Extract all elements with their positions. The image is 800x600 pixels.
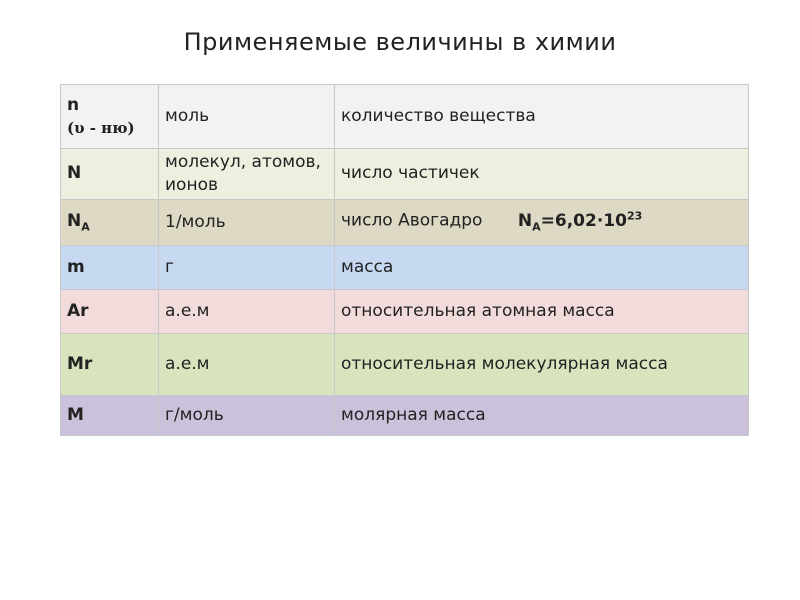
table-row [61,333,749,395]
symbol-cell: Mr [61,333,159,395]
page-title: Применяемые величины в химии [183,28,617,56]
description-cell: относительная атомная масса [335,289,749,333]
formula-exponent: 23 [626,209,643,223]
symbol-note: (υ - ню) [67,118,135,137]
symbol-cell: N [61,149,159,200]
description-cell [335,199,749,245]
description-cell: количество вещества [335,85,749,149]
quantities-table [60,84,749,436]
symbol-cell [61,85,159,149]
formula-subscript: A [532,220,541,234]
table-row [61,289,749,333]
description-cell: молярная масса [335,395,749,435]
unit-cell: г [159,245,335,289]
avogadro-formula [517,209,643,234]
symbol-cell: m [61,245,159,289]
symbol-text: n [67,94,80,115]
symbol-cell: Ar [61,289,159,333]
symbol-cell [61,199,159,245]
unit-cell: а.е.м [159,289,335,333]
table-row [61,85,749,149]
table-row [61,395,749,435]
unit-cell: г/моль [159,395,335,435]
description-text: число Авогадро [341,211,483,232]
symbol-main: N [67,210,82,231]
formula-value: =6,02·10 [540,211,627,232]
formula-symbol: N [517,211,533,232]
symbol-subscript: A [81,220,90,234]
unit-cell: молекул, атомов, ионов [159,149,335,200]
unit-cell: 1/моль [159,199,335,245]
description-cell: число частичек [335,149,749,200]
unit-cell: моль [159,85,335,149]
table-row [61,199,749,245]
unit-cell: а.е.м [159,333,335,395]
description-cell: масса [335,245,749,289]
table-row [61,245,749,289]
description-cell: относительная молекулярная масса [335,333,749,395]
symbol-cell: M [61,395,159,435]
table-row [61,149,749,200]
